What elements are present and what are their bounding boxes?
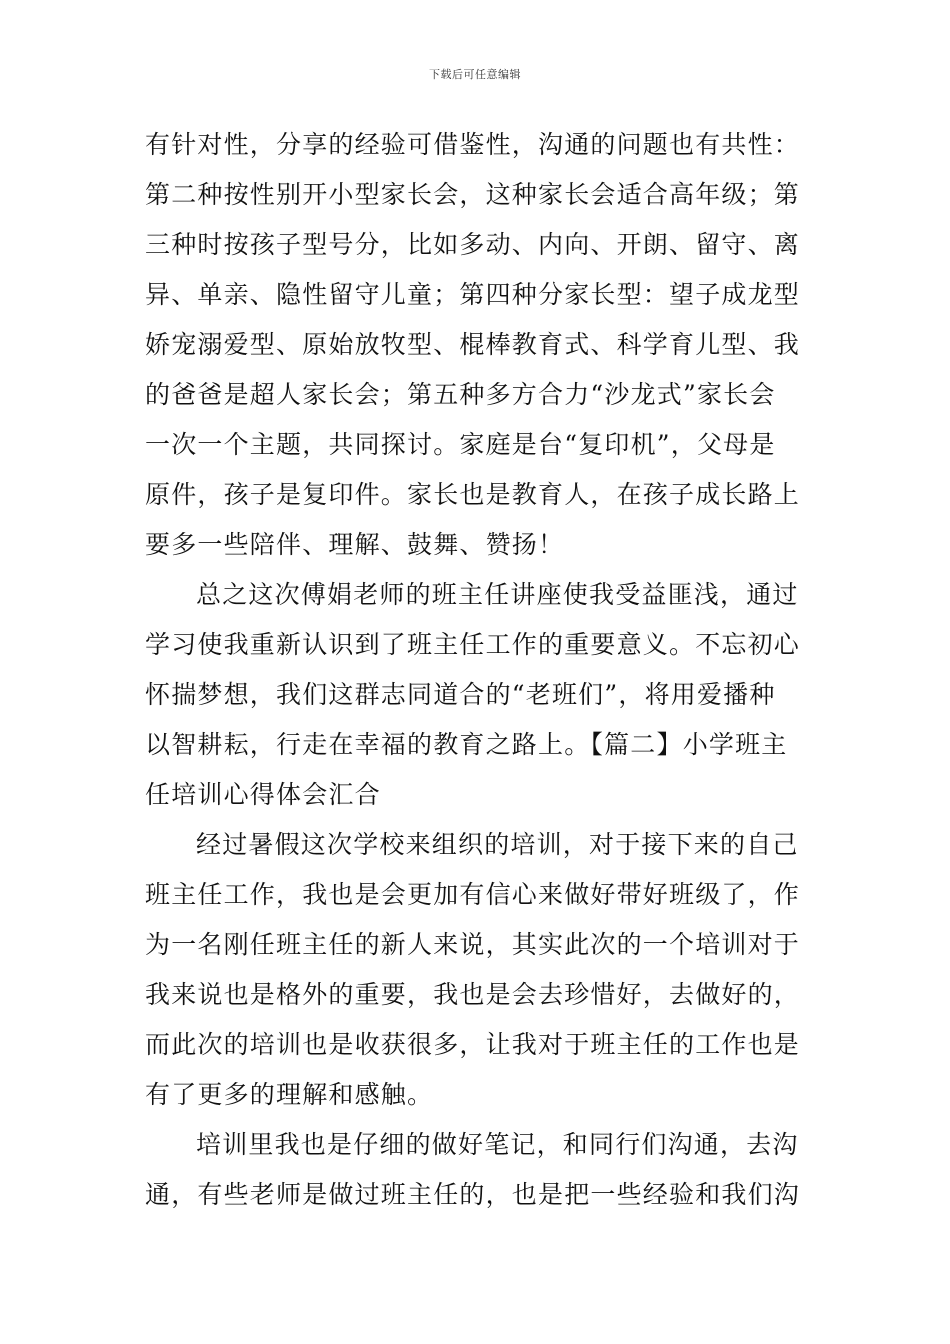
text-line: 娇宠溺爱型、原始放牧型、棍棒教育式、科学育儿型、我 bbox=[145, 330, 801, 359]
text-line: 为一名刚任班主任的新人来说，其实此次的一个培训对于 bbox=[145, 930, 801, 959]
text-line: 原件，孩子是复印件。家长也是教育人，在孩子成长路上 bbox=[145, 480, 801, 509]
text-line: 班主任工作，我也是会更加有信心来做好带好班级了，作 bbox=[145, 880, 801, 909]
text-line: 异、单亲、隐性留守儿童；第四种分家长型：望子成龙型 bbox=[145, 280, 801, 309]
text-line: 有针对性，分享的经验可借鉴性，沟通的问题也有共性： bbox=[145, 130, 801, 159]
text-line: 而此次的培训也是收获很多，让我对于班主任的工作也是 bbox=[145, 1030, 801, 1059]
paragraph-start-line: 经过暑假这次学校来组织的培训，对于接下来的自己 bbox=[196, 830, 799, 859]
text-line: 有了更多的理解和感触。 bbox=[145, 1080, 434, 1109]
paragraph-start-line: 培训里我也是仔细的做好笔记，和同行们沟通，去沟 bbox=[196, 1130, 799, 1159]
text-line: 一次一个主题，共同探讨。家庭是台“复印机”，父母是 bbox=[145, 430, 776, 459]
text-line: 通，有些老师是做过班主任的，也是把一些经验和我们沟 bbox=[145, 1180, 801, 1209]
text-line: 要多一些陪伴、理解、鼓舞、赞扬！ bbox=[145, 530, 565, 559]
text-line: 三种时按孩子型号分，比如多动、内向、开朗、留守、离 bbox=[145, 230, 801, 259]
paragraph-start-line: 总之这次傅娟老师的班主任讲座使我受益匪浅，通过 bbox=[196, 580, 799, 609]
text-line: 的爸爸是超人家长会；第五种多方合力“沙龙式”家长会 bbox=[145, 380, 776, 409]
text-line: 怀揣梦想，我们这群志同道合的“老班们”，将用爱播种 bbox=[145, 680, 776, 709]
text-line: 第二种按性别开小型家长会，这种家长会适合高年级；第 bbox=[145, 180, 801, 209]
text-line: 学习使我重新认识到了班主任工作的重要意义。不忘初心 bbox=[145, 630, 801, 659]
text-line: 任培训心得体会汇合 bbox=[145, 780, 381, 809]
text-line: 以智耕耘，行走在幸福的教育之路上。【篇二】小学班主 bbox=[145, 730, 788, 759]
page-header: 下载后可任意编辑 bbox=[429, 68, 521, 81]
text-line: 我来说也是格外的重要，我也是会去珍惜好，去做好的， bbox=[145, 980, 801, 1009]
